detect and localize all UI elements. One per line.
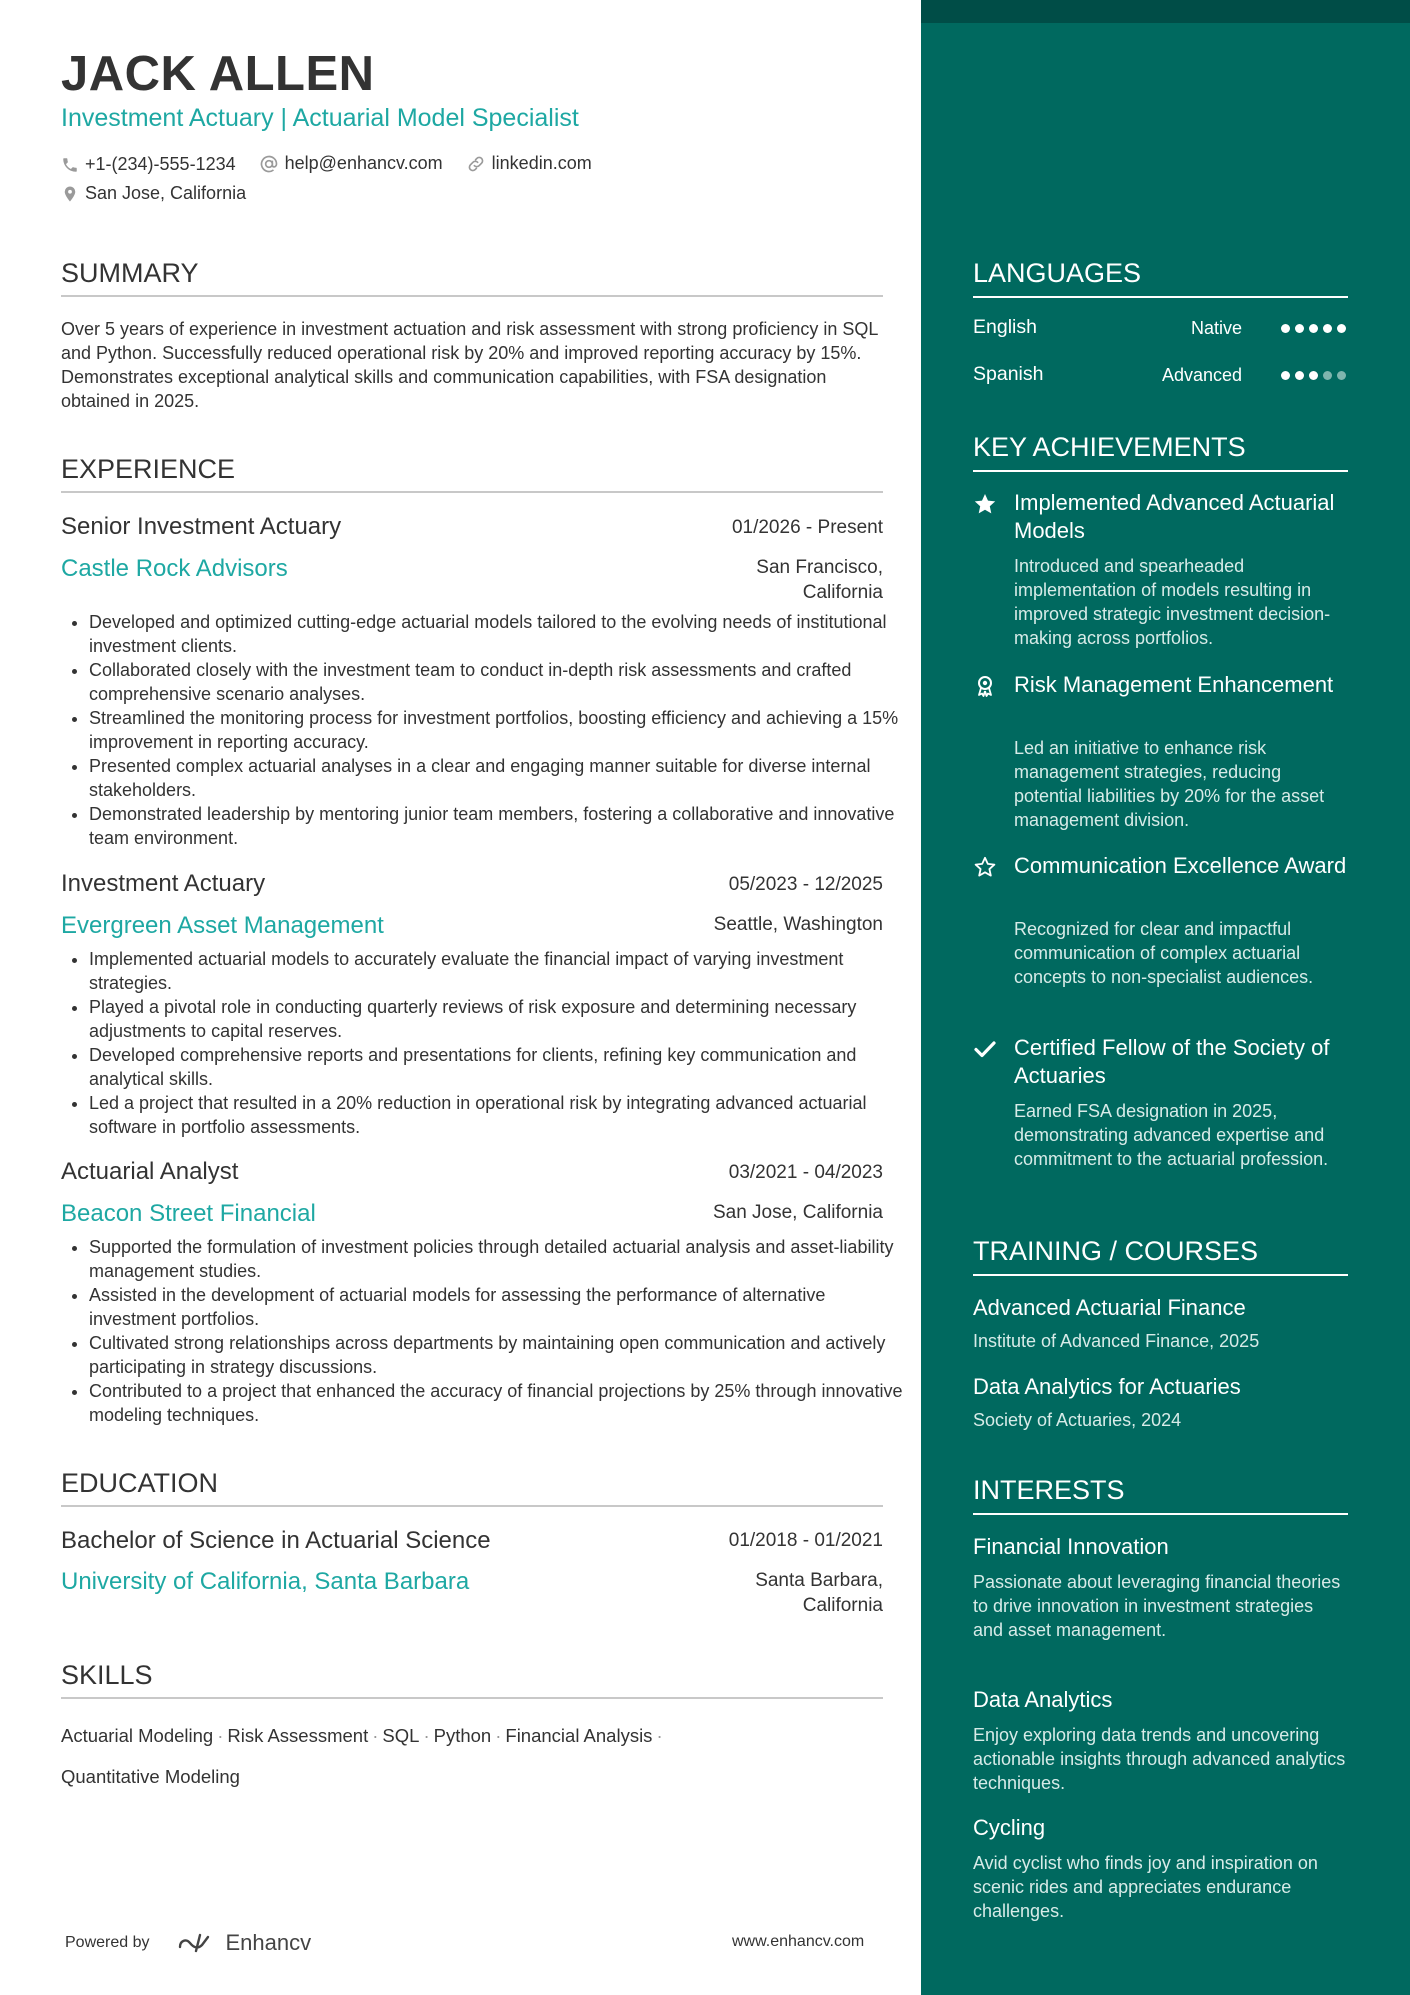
language-row bbox=[973, 316, 1348, 344]
location-text: San Jose, California bbox=[85, 183, 247, 203]
rating-dot bbox=[1323, 371, 1332, 380]
achievement-title: Certified Fellow of the Society of Actuaries bbox=[1014, 1035, 1330, 1088]
skill-separator: · bbox=[423, 1725, 430, 1746]
job-location bbox=[713, 1200, 883, 1225]
sidebar-top-bar bbox=[921, 0, 1410, 23]
education-heading: EDUCATION bbox=[61, 1468, 883, 1507]
skill-separator: · bbox=[656, 1725, 663, 1746]
enhancv-logo-icon bbox=[176, 1931, 224, 1955]
language-rating bbox=[1276, 371, 1346, 380]
education-location bbox=[755, 1568, 883, 1618]
skill-item: Actuarial Modeling bbox=[61, 1725, 214, 1746]
contact-info bbox=[61, 153, 881, 212]
training-heading: TRAINING / COURSES bbox=[973, 1236, 1348, 1276]
location-pin-icon bbox=[61, 184, 79, 204]
job-bullet: • Implemented actuarial models to accurately evaluate the financial impact of varying investment strategies. bbox=[89, 947, 909, 995]
job-bullet: • Collaborated closely with the investment team to conduct in-depth risk assessments and crafted comprehensive scenario analyses. bbox=[89, 658, 909, 706]
job-bullets bbox=[61, 947, 909, 1139]
interest-title: Data Analytics bbox=[973, 1687, 1113, 1712]
achievements-heading: KEY ACHIEVEMENTS bbox=[973, 432, 1348, 472]
education-location-line: Santa Barbara, bbox=[755, 1570, 883, 1591]
experience-heading: EXPERIENCE bbox=[61, 454, 883, 493]
education-location-line: California bbox=[802, 1595, 883, 1616]
job-bullet: • Played a pivotal role in conducting quarterly reviews of risk exposure and determining necessary adjustments to capital reserves. bbox=[89, 995, 909, 1043]
skill-item: Financial Analysis bbox=[505, 1725, 653, 1746]
course-title: Advanced Actuarial Finance bbox=[973, 1295, 1246, 1320]
interest-desc: Enjoy exploring data trends and uncovering actionable insights through advanced analytics techniques. bbox=[973, 1725, 1346, 1793]
job-bullet: • Developed and optimized cutting-edge actuarial models tailored to the evolving needs of institutional investment clients. bbox=[89, 610, 909, 658]
summary-heading: SUMMARY bbox=[61, 258, 883, 297]
rating-dot bbox=[1323, 324, 1332, 333]
rating-dot bbox=[1281, 371, 1290, 380]
job-company: Castle Rock Advisors bbox=[61, 555, 288, 582]
language-level: Native bbox=[1190, 318, 1242, 338]
star-filled-icon bbox=[973, 492, 997, 516]
job-bullet: • Supported the formulation of investment policies through detailed actuarial analysis and asset-liability management studies. bbox=[89, 1235, 909, 1283]
skills-heading: SKILLS bbox=[61, 1660, 883, 1699]
skill-item: Quantitative Modeling bbox=[61, 1766, 240, 1787]
education-degree: Bachelor of Science in Actuarial Science bbox=[61, 1527, 491, 1554]
job-bullet: • Presented complex actuarial analyses in a clear and engaging manner suitable for diverse internal stakeholders. bbox=[89, 754, 909, 802]
job-bullet: • Demonstrated leadership by mentoring junior team members, fostering a collaborative and innovative team environment. bbox=[89, 802, 909, 850]
job-dates: 03/2021 - 04/2023 bbox=[728, 1162, 883, 1183]
job-location bbox=[756, 555, 883, 605]
contact-email[interactable] bbox=[259, 153, 443, 174]
skill-separator: · bbox=[495, 1725, 502, 1746]
language-row bbox=[973, 363, 1348, 391]
language-rating bbox=[1276, 324, 1346, 333]
interest-title: Cycling bbox=[973, 1815, 1046, 1840]
job-dates: 01/2026 - Present bbox=[731, 517, 883, 538]
enhancv-brand: Enhancv bbox=[225, 1930, 312, 1955]
linkedin-text: linkedin.com bbox=[491, 153, 592, 173]
contact-location bbox=[61, 183, 246, 204]
job-bullet: • Cultivated strong relationships across departments by maintaining open communication and actively participating in strategy discussions. bbox=[89, 1331, 909, 1379]
rating-dot bbox=[1295, 324, 1304, 333]
sidebar bbox=[921, 0, 1410, 1995]
job-title: Investment Actuary bbox=[61, 870, 266, 897]
phone-text: +1-(234)-555-1234 bbox=[85, 154, 236, 174]
powered-by-label: Powered by bbox=[65, 1934, 150, 1951]
skill-separator: · bbox=[372, 1725, 379, 1746]
footer-powered-by bbox=[65, 1930, 311, 1956]
education-school: University of California, Santa Barbara bbox=[61, 1568, 470, 1595]
candidate-title: Investment Actuary | Actuarial Model Specialist bbox=[61, 104, 579, 132]
contact-phone[interactable] bbox=[61, 154, 236, 175]
checkmark-icon bbox=[973, 1037, 997, 1061]
interests-heading: INTERESTS bbox=[973, 1475, 1348, 1515]
achievement-desc: Introduced and spearheaded implementation of models resulting in improved strategic investment decision-making across portfolios. bbox=[1014, 556, 1331, 648]
rating-dot bbox=[1309, 324, 1318, 333]
rating-dot bbox=[1337, 371, 1346, 380]
job-company: Evergreen Asset Management bbox=[61, 912, 384, 939]
course-provider: Institute of Advanced Finance, 2025 bbox=[973, 1331, 1260, 1351]
course-title: Data Analytics for Actuaries bbox=[973, 1374, 1241, 1399]
language-level: Advanced bbox=[1161, 365, 1242, 385]
rating-dot bbox=[1309, 371, 1318, 380]
candidate-name: JACK ALLEN bbox=[61, 47, 375, 101]
language-name: English bbox=[973, 316, 1037, 338]
job-location-line: California bbox=[802, 582, 883, 603]
achievement-title: Communication Excellence Award bbox=[1014, 853, 1347, 878]
achievement-title: Implemented Advanced Actuarial Models bbox=[1014, 490, 1335, 543]
interest-desc: Passionate about leveraging financial theories to drive innovation in investment strategies and asset management. bbox=[973, 1572, 1341, 1640]
interest-title: Financial Innovation bbox=[973, 1534, 1169, 1559]
job-bullet: • Contributed to a project that enhanced the accuracy of financial projections by 25% through innovative modeling techniques. bbox=[89, 1379, 909, 1427]
skill-item: SQL bbox=[382, 1725, 420, 1746]
rating-dot bbox=[1337, 324, 1346, 333]
course-provider: Society of Actuaries, 2024 bbox=[973, 1410, 1182, 1430]
achievement-desc: Led an initiative to enhance risk management strategies, reducing potential liabilities by 20% for the asset management division. bbox=[1014, 738, 1325, 830]
rating-dot bbox=[1295, 371, 1304, 380]
job-bullet: • Developed comprehensive reports and presentations for clients, refining key communication and analytical skills. bbox=[89, 1043, 909, 1091]
skill-item: Risk Assessment bbox=[227, 1725, 369, 1746]
skill-separator: · bbox=[217, 1725, 224, 1746]
job-company: Beacon Street Financial bbox=[61, 1200, 316, 1227]
job-bullet: • Led a project that resulted in a 20% reduction in operational risk by integrating advanced actuarial software in portfolio assessments. bbox=[89, 1091, 909, 1139]
job-location bbox=[714, 912, 883, 937]
job-location-line: San Francisco, bbox=[756, 557, 883, 578]
job-title: Senior Investment Actuary bbox=[61, 513, 342, 540]
summary-text: Over 5 years of experience in investment actuation and risk assessment with strong proficiency in SQL and Python. Successfully reduced operational risk by 20% and improved reporting accuracy by 15%. Demonstrates exceptional analytical skills and communication capabilities, with FSA designation obtained in 2025. bbox=[61, 319, 878, 411]
link-icon bbox=[466, 154, 486, 174]
job-dates: 05/2023 - 12/2025 bbox=[728, 874, 883, 895]
job-bullets bbox=[61, 1235, 909, 1427]
job-title: Actuarial Analyst bbox=[61, 1158, 239, 1185]
at-icon bbox=[259, 154, 279, 174]
email-text: help@enhancv.com bbox=[284, 153, 443, 173]
job-bullet: • Assisted in the development of actuarial models for assessing the performance of alternative investment portfolios. bbox=[89, 1283, 909, 1331]
interest-desc: Avid cyclist who finds joy and inspiration on scenic rides and appreciates endurance challenges. bbox=[973, 1853, 1318, 1921]
job-location-line: San Jose, California bbox=[712, 1202, 883, 1223]
achievement-title: Risk Management Enhancement bbox=[1014, 672, 1334, 697]
achievement-desc: Recognized for clear and impactful communication of complex actuarial concepts to non-specialist audiences. bbox=[1014, 919, 1314, 987]
rating-dot bbox=[1281, 324, 1290, 333]
phone-icon bbox=[61, 156, 79, 174]
job-bullets bbox=[61, 610, 909, 850]
star-outline-icon bbox=[973, 855, 997, 879]
language-name: Spanish bbox=[973, 363, 1044, 385]
job-bullet: • Streamlined the monitoring process for investment portfolios, boosting efficiency and achieving a 15% improvement in reporting accuracy. bbox=[89, 706, 909, 754]
footer-url[interactable]: www.enhancv.com bbox=[732, 1933, 865, 1950]
award-icon bbox=[973, 674, 997, 698]
achievement-desc: Earned FSA designation in 2025, demonstrating advanced expertise and commitment to the actuarial profession. bbox=[1014, 1101, 1329, 1169]
contact-linkedin[interactable] bbox=[466, 153, 592, 174]
languages-heading: LANGUAGES bbox=[973, 258, 1348, 298]
skill-item: Python bbox=[433, 1725, 492, 1746]
job-location-line: Seattle, Washington bbox=[713, 914, 883, 935]
education-dates: 01/2018 - 01/2021 bbox=[728, 1530, 883, 1551]
skills-list bbox=[61, 1715, 761, 1797]
